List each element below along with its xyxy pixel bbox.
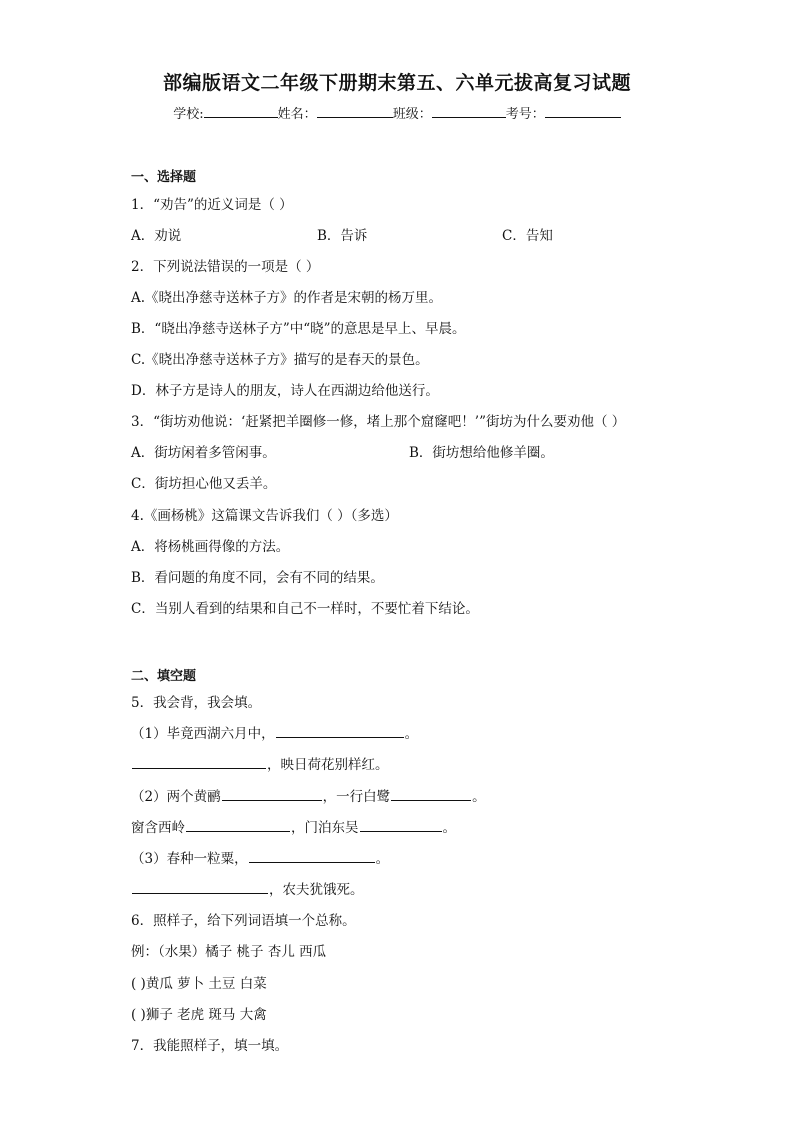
- name-blank[interactable]: [317, 105, 393, 118]
- question-1-option-b: B．告诉: [317, 228, 368, 244]
- question-5-part-1b: ，映日荷花别样红。: [131, 753, 389, 773]
- question-2-stem: 2．下列说法错误的一项是（ ）: [131, 259, 320, 275]
- school-blank[interactable]: [204, 105, 278, 118]
- question-5-stem: 5．我会背，我会填。: [131, 695, 262, 711]
- class-blank[interactable]: [432, 105, 506, 118]
- question-2-option-c: C.《晓出净慈寺送林子方》描写的是春天的景色。: [131, 352, 429, 368]
- question-4-option-a: A．将杨桃画得像的方法。: [131, 539, 290, 555]
- question-1-option-a: A．劝说: [131, 228, 182, 244]
- section-heading-choice: 一、选择题: [131, 170, 197, 185]
- question-5-part-3b: ，农夫犹饿死。: [131, 878, 364, 898]
- question-6-stem: 6．照样子，给下列词语填一个总称。: [131, 913, 356, 929]
- class-label: 班级：: [392, 107, 432, 122]
- question-2-option-a: A.《晓出净慈寺送林子方》的作者是宋朝的杨万里。: [131, 290, 443, 306]
- question-4-option-b: B．看问题的角度不同，会有不同的结果。: [131, 570, 384, 586]
- question-6-example: 例：（水果）橘子 桃子 杏儿 西瓜: [131, 944, 327, 960]
- page-title: 部编版语文二年级下册期末第五、六单元拔高复习试题: [162, 72, 631, 94]
- fill-blank[interactable]: [276, 724, 404, 738]
- question-5-part-2a: （2）两个黄鹂 ，一行白鹭 。: [131, 789, 486, 805]
- question-2-option-d: D．林子方是诗人的朋友，诗人在西湖边给他送行。: [131, 383, 439, 399]
- question-3-option-b: B．街坊想给他修羊圈。: [409, 445, 554, 461]
- school-label: 学校:: [173, 107, 204, 122]
- student-info-row: [0, 103, 794, 122]
- question-5-part-2b: 窗含西岭 ，门泊东吴 。: [131, 820, 456, 836]
- question-7-stem: 7．我能照样子，填一填。: [131, 1038, 289, 1054]
- question-6-row-1: ( )黄瓜 萝卜 土豆 白菜: [131, 976, 267, 992]
- fill-blank[interactable]: [132, 880, 268, 894]
- question-3-stem: 3．“街坊劝他说：‘赶紧把羊圈修一修，堵上那个窟窿吧！’”街坊为什么要劝他（ ）: [131, 414, 626, 430]
- fill-blank[interactable]: [186, 818, 290, 832]
- question-5-part-1a: （1）毕竟西湖六月中， 。: [131, 726, 419, 742]
- fill-blank[interactable]: [391, 787, 471, 801]
- fill-blank[interactable]: [360, 818, 442, 832]
- question-4-option-c: C．当别人看到的结果和自己不一样时，不要忙着下结论。: [131, 601, 479, 617]
- fill-blank[interactable]: [249, 849, 375, 863]
- question-1-option-c: C．告知: [502, 228, 553, 244]
- question-4-stem: 4.《画杨桃》这篇课文告诉我们（ ）（多选）: [131, 508, 398, 524]
- question-6-row-2: ( )狮子 老虎 斑马 大禽: [131, 1007, 267, 1023]
- fill-blank[interactable]: [222, 787, 322, 801]
- question-5-part-3a: （3）春种一粒粟， 。: [131, 851, 390, 867]
- question-1-stem: 1．“劝告”的近义词是（ ）: [131, 197, 293, 213]
- name-label: 姓名：: [277, 107, 317, 122]
- section-heading-fill: 二、填空题: [131, 669, 197, 684]
- question-3-option-a: A．街坊闲着多管闲事。: [131, 445, 276, 461]
- number-blank[interactable]: [545, 105, 621, 118]
- question-3-option-c: C．街坊担心他又丢羊。: [131, 476, 277, 492]
- number-label: 考号：: [505, 107, 545, 122]
- question-2-option-b: B．“晓出净慈寺送林子方”中“晓”的意思是早上、早晨。: [131, 321, 466, 337]
- fill-blank[interactable]: [132, 755, 266, 769]
